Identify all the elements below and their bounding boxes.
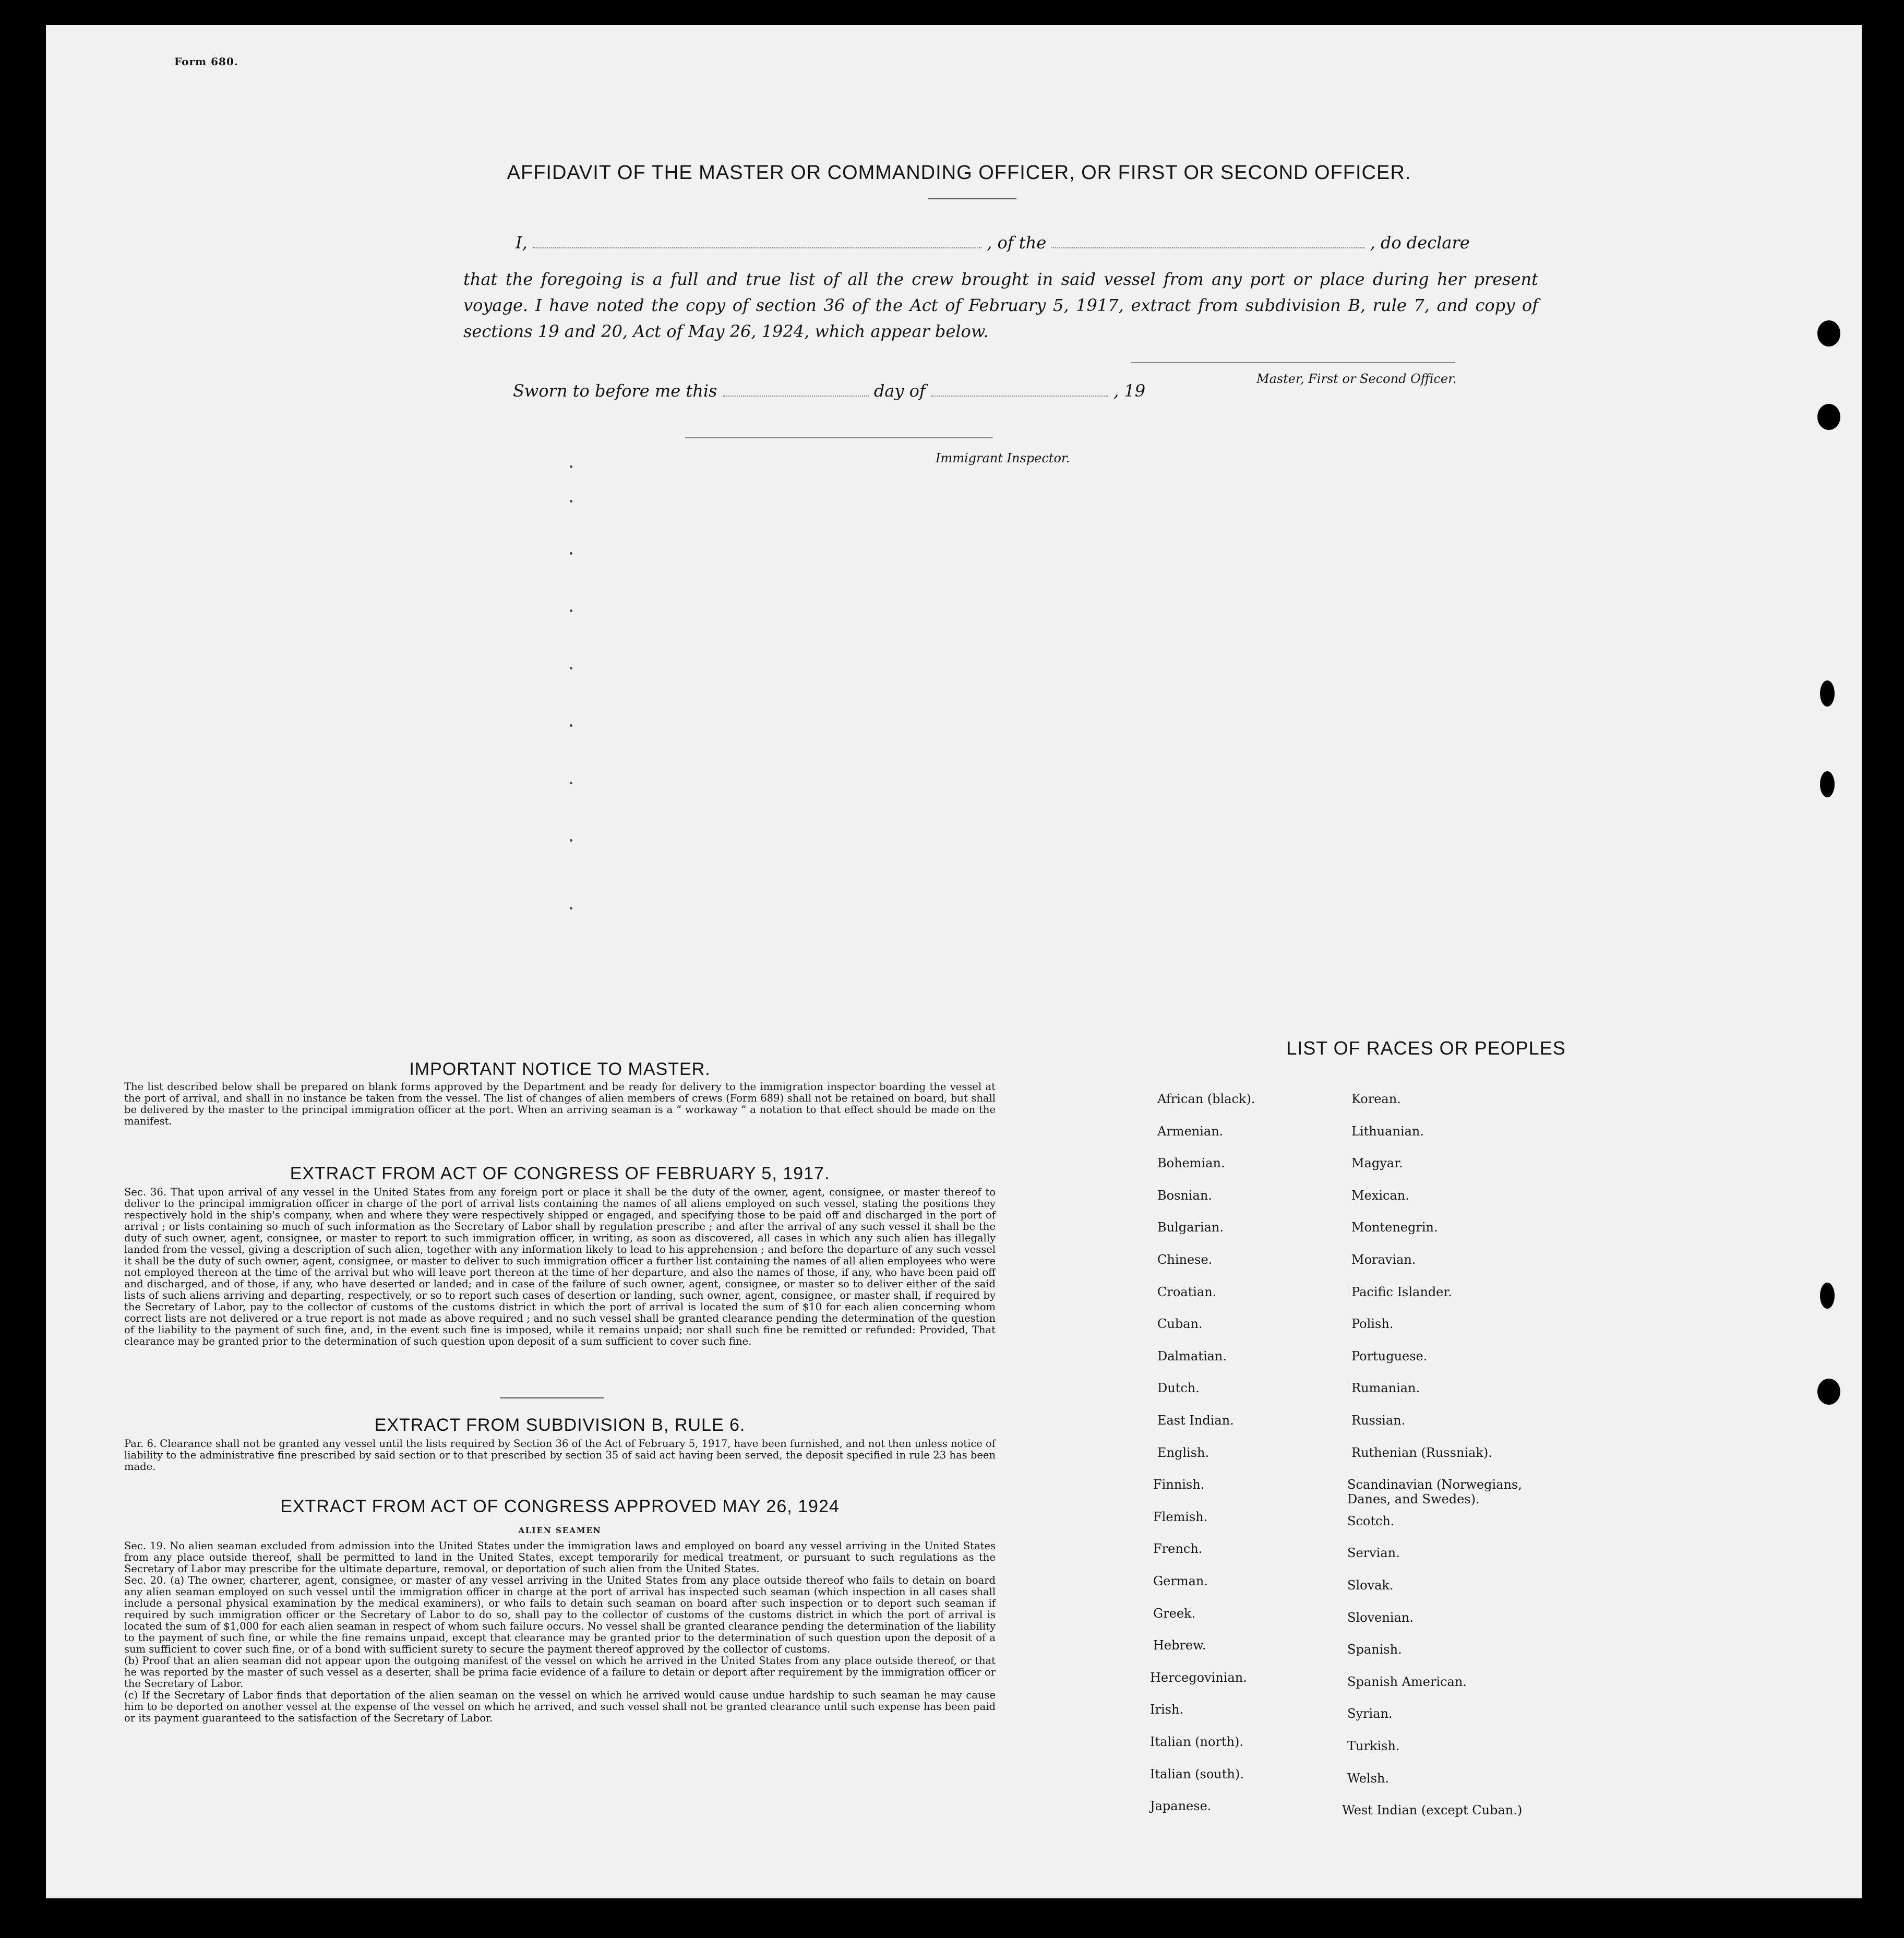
sworn-year: , 19 <box>1113 381 1146 401</box>
inspector-label: Immigrant Inspector. <box>936 451 1070 465</box>
notice-text: The list described below shall be prepared on blank forms approved by the Department and be ready for delivery to the immigration inspector boarding the vessel at the port of arrival, and shall in no instance be taken from the vessel. The list of changes of alien members of crews (Form 689) shall not be retained on board, but shall be delivered by the master to the principal immigration officer at the port. When an arriving seaman is a “ workaway ” a notation to that effect should be made on the manifest. <box>124 1081 996 1127</box>
race-item: Finnish. <box>1153 1477 1205 1492</box>
race-item: Cuban. <box>1157 1317 1203 1332</box>
race-item: Bulgarian. <box>1157 1220 1224 1235</box>
race-item: West Indian (except Cuban.) <box>1342 1803 1523 1818</box>
punch-hole <box>1817 320 1840 346</box>
dot-mark <box>570 552 572 555</box>
race-item: Dutch. <box>1157 1381 1200 1396</box>
sworn-text: Sworn to before me this <box>513 381 717 401</box>
divider <box>500 1397 604 1398</box>
dot-mark <box>570 465 572 468</box>
section-20a-text: Sec. 20. (a) The owner, charterer, agent, consignee, or master of any vessel arriving in the United States from any place outside thereof who fails to detain on board any alien seaman employed on such vessel until the immigration officer in charge at the port of arrival has inspected such seaman (which inspection in all cases shall include a personal physical examination by the medical examiners), or who fails to detain such seaman on board after such inspection or to deport such seaman if required by such immigration officer or the Secretary of Labor to do so, shall pay to the collector of customs of the customs district in which the port of arrival is located the sum of $1,000 for each alien seaman in respect of whom such failure occurs. No vessel shall be granted clearance pending the determination of the liability to the payment of such fine, or while the fine remains unpaid, except that clearance may be granted prior to the determination of such question upon the deposit of a sum sufficient to cover such fine, or of a bond with sufficient surety to secure the payment thereof approved by the collector of customs. <box>124 1574 996 1655</box>
race-item: Hercegovinian. <box>1150 1670 1247 1685</box>
race-item: Irish. <box>1150 1702 1184 1717</box>
race-item: Moravian. <box>1351 1252 1416 1267</box>
punch-hole <box>1820 1283 1835 1309</box>
race-item: Italian (north). <box>1150 1734 1244 1749</box>
race-item: Italian (south). <box>1150 1766 1244 1781</box>
dot-mark <box>570 782 572 784</box>
race-item: Pacific Islander. <box>1351 1284 1452 1299</box>
race-item: Turkish. <box>1347 1739 1400 1753</box>
declaration-body: that the foregoing is a full and true list of all the crew brought in said vessel from any port or place during her present voyage. I have noted the copy of section 36 of the Act of February 5, 1917, extract from subdivision B, rule 7, and copy of sections 19 and 20, Act of May 26, 1924, which appear below. <box>463 269 1538 341</box>
punch-hole <box>1820 680 1835 707</box>
race-item: Hebrew. <box>1153 1638 1206 1653</box>
race-item: Polish. <box>1351 1317 1394 1332</box>
section-19-text: Sec. 19. No alien seaman excluded from admission into the United States under the immigration laws and employed on board any vessel arriving in the United States from any place outside thereof, shall be permitted to land in the United States, except temporarily for medical treatment, or pursuant to such regulations as the Secretary of Labor may prescribe for the ultimate departure, removal, or deportation of such alien from the United States. <box>124 1540 996 1575</box>
race-item: Rumanian. <box>1351 1381 1420 1396</box>
vessel-blank[interactable] <box>1051 232 1364 248</box>
race-item: Chinese. <box>1157 1252 1213 1267</box>
dot-mark <box>570 609 572 612</box>
dot-mark <box>570 724 572 727</box>
race-item: Montenegrin. <box>1351 1220 1438 1235</box>
month-blank[interactable] <box>931 380 1108 397</box>
race-item: Scandinavian (Norwegians, Danes, and Swedes). <box>1347 1477 1522 1507</box>
master-signature-label: Master, First or Second Officer. <box>1256 372 1457 386</box>
alien-seamen-label: ALIEN SEAMEN <box>518 1526 602 1535</box>
race-item: Flemish. <box>1153 1509 1208 1524</box>
race-item: African (black). <box>1157 1092 1255 1106</box>
master-signature-line[interactable] <box>1131 362 1455 363</box>
race-item: French. <box>1153 1541 1203 1557</box>
section-20c-text: (c) If the Secretary of Labor finds that deportation of the alien seaman on the vessel on which he arrived would cause undue hardship to such seaman he may cause him to be deported on another vessel at the expense of the vessel on which he arrived, and such vessel shall not be granted clearance until such expense has been paid or its payment guaranteed to the satisfaction of the Secretary of Labor. <box>124 1689 996 1724</box>
sworn-line <box>513 380 1145 401</box>
notice-title: IMPORTANT NOTICE TO MASTER. <box>409 1059 711 1079</box>
race-item: Korean. <box>1351 1092 1401 1106</box>
declaration-of-the: , of the <box>987 233 1047 253</box>
extract-1924-title: EXTRACT FROM ACT OF CONGRESS APPROVED MAY 26, 1924 <box>280 1497 840 1516</box>
dot-mark <box>570 667 572 669</box>
race-item: Spanish American. <box>1347 1674 1467 1689</box>
form-number: Form 680. <box>174 55 238 68</box>
race-item: Welsh. <box>1347 1770 1389 1786</box>
dot-mark <box>570 839 572 842</box>
race-item: Portuguese. <box>1351 1348 1428 1363</box>
race-item: Ruthenian (Russniak). <box>1351 1445 1492 1460</box>
race-item: Slovenian. <box>1347 1610 1414 1625</box>
extract-1924-text <box>124 1540 996 1724</box>
divider <box>928 198 1016 199</box>
race-item: Greek. <box>1153 1606 1196 1621</box>
race-item: Magyar. <box>1351 1156 1403 1171</box>
race-item: Croatian. <box>1157 1284 1217 1299</box>
declaration-line <box>516 232 1538 253</box>
race-item: Armenian. <box>1157 1123 1224 1139</box>
race-item: Lithuanian. <box>1351 1123 1424 1139</box>
extract-rule6-title: EXTRACT FROM SUBDIVISION B, RULE 6. <box>374 1415 746 1435</box>
race-item: German. <box>1153 1574 1208 1588</box>
extract-1917-text: Sec. 36. That upon arrival of any vessel in the United States from any foreign port or place it shall be the duty of the owner, agent, consignee, or master thereof to deliver to the principal immigration officer in charge of the port of arrival lists containing the names of all aliens employed on such vessel, stating the positions they respectively hold in the ship's company, when and where they were respectively shipped or engaged, and specifying those to be paid off and discharged in the port of arrival ; or lists containing so much of such information as the Secretary of Labor shall by regulation prescribe ; and after the arrival of any such vessel it shall be the duty of such owner, agent, consignee, or master to report to such immigration officer, in writing, as soon as discovered, all cases in which any such alien has illegally landed from the vessel, giving a description of such alien, together with any information likely to lead to his apprehension ; and before the departure of any such vessel it shall be the duty of such owner, agent, consignee, or master to deliver to such immigration officer a further list containing the names of all alien employees who were not employed thereon at the time of the arrival but who will leave port thereon at the time of her departure, and also the names of those, if any, who have been paid off and discharged, and of those, if any, who have deserted or landed; and in case of the failure of such owner, agent, consignee, or master so to deliver either of the said lists of such aliens arriving and departing, respectively, or so to report such cases of desertion or landing, such owner, agent, consignee, or master shall, if required by the Secretary of Labor, pay to the collector of customs of the customs district in which the port of arrival is located the sum of $10 for each alien concerning whom correct lists are not delivered or a true report is not made as above required ; and no such vessel shall be granted clearance pending the determination of the question of the liability to the payment of such fine, and, in the event such fine is imposed, while it remains unpaid; nor shall such fine be remitted or refunded: Provided, That clearance may be granted prior to the determination of such question upon deposit of a sum sufficient to cover such fine. <box>124 1186 996 1347</box>
race-item: Bohemian. <box>1157 1156 1225 1171</box>
race-item: Russian. <box>1351 1413 1406 1428</box>
punch-hole <box>1817 404 1840 430</box>
form-page <box>46 25 1862 1898</box>
race-item: Dalmatian. <box>1157 1348 1227 1363</box>
punch-hole <box>1817 1379 1840 1405</box>
dot-mark <box>570 907 572 910</box>
inspector-signature-line[interactable] <box>685 437 993 438</box>
race-item: East Indian. <box>1157 1413 1234 1428</box>
sworn-day-of: day of <box>873 381 926 401</box>
race-item: Scotch. <box>1347 1513 1395 1528</box>
race-item: Spanish. <box>1347 1642 1402 1657</box>
declaration-i: I, <box>516 233 528 253</box>
race-item: Bosnian. <box>1157 1188 1212 1203</box>
declaration-do-declare: , do declare <box>1370 233 1470 253</box>
punch-hole <box>1820 771 1835 797</box>
dot-mark <box>570 500 572 503</box>
extract-rule6-text: Par. 6. Clearance shall not be granted any vessel until the lists required by Section 36 of the Act of February 5, 1917, have been furnished, and not then unless notice of liability to the administrative fine prescribed by said section or to that prescribed by section 35 of said act having been served, the deposit specified in rule 23 has been made. <box>124 1438 996 1473</box>
races-title: LIST OF RACES OR PEOPLES <box>1286 1037 1566 1059</box>
section-20b-text: (b) Proof that an alien seaman did not appear upon the outgoing manifest of the vessel on which he arrived in the United States from any place outside thereof, or that he was reported by the master of such vessel as a deserter, shall be prima facie evidence of a failure to detain or deport after requirement by the immigration officer or the Secretary of Labor. <box>124 1655 996 1690</box>
race-item: Slovak. <box>1347 1578 1394 1593</box>
race-item: English. <box>1157 1445 1210 1460</box>
race-item: Mexican. <box>1351 1188 1409 1203</box>
extract-1917-title: EXTRACT FROM ACT OF CONGRESS OF FEBRUARY 5, 1917. <box>290 1164 830 1183</box>
affidavit-title: AFFIDAVIT OF THE MASTER OR COMMANDING OFFICER, OR FIRST OR SECOND OFFICER. <box>507 162 1411 184</box>
race-item: Servian. <box>1347 1546 1400 1561</box>
day-blank[interactable] <box>723 380 869 397</box>
race-item: Japanese. <box>1150 1799 1212 1814</box>
name-blank[interactable] <box>533 232 981 248</box>
race-item: Syrian. <box>1347 1706 1393 1721</box>
